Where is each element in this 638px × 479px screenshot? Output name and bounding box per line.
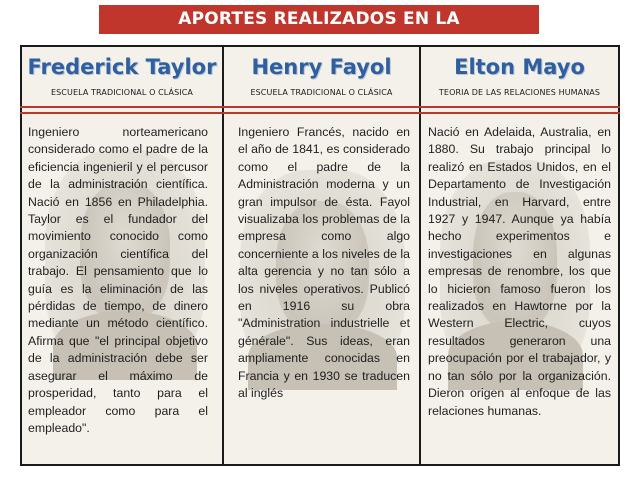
- person-name: Henry Fayol: [251, 55, 392, 79]
- taylor-description: Ingeniero norteamericano considerado como el padre de la eficiencia ingenieril y el percusor de la administración científica. Nació en 1856 en Philadelphia. Taylor es el fundador del movimiento conocido como organización científica del trabajo. El pensamiento que lo guía es la eliminación de las pérdidas de tiempo, de dinero mediante un método científico. Afirma que "el principal objetivo de la administración debe ser asegurar el máximo de prosperidad, tanto para el empleador como para el empleado".: [28, 125, 208, 435]
- person-name: Frederick Taylor: [27, 55, 217, 79]
- column-header-taylor: [22, 47, 222, 107]
- header-divider: [20, 112, 620, 114]
- school-label: ESCUELA TRADICIONAL O CLÁSICA: [250, 88, 393, 97]
- school-label: TEORIA DE LAS RELACIONES HUMANAS: [438, 88, 601, 97]
- fayol-description: Ingeniero Francés, nacido en el año de 1841, es considerado como el padre de la Administración moderna y un gran impulsor de ésta. Fayol visualizaba los problemas de la empresa como algo concerniente a los niveles de la alta gerencia y no tan sólo a los niveles operativos. Publicó en 1916 su obra "Administration industrielle et générale". Sus ideas, eran ampliamente conocidas en Francia y en 1930 se traducen al inglés: [238, 125, 410, 401]
- column-divider: [222, 45, 224, 466]
- person-name: Elton Mayo: [454, 55, 585, 79]
- column-header-fayol: [224, 47, 419, 107]
- mayo-description: Nació en Adelaida, Australia, en 1880. Su trabajo principal lo realizó en Estados Unidos, en el Departamento de Investigación Industrial, en Harvard, entre 1927 y 1947. Aunque ya había hecho experimentos e investigaciones en algunas empresas de renombre, los que lo hicieron famoso fueron los realizados en Hawtorne por la Western Electric, cuyos resultados generaron una preocupación por el trabajador, y no tan sólo por la organización. Dieron origen al enfoque de las relaciones humanas.: [428, 125, 611, 418]
- school-label: ESCUELA TRADICIONAL O CLÁSICA: [50, 88, 194, 97]
- page-title: APORTES REALIZADOS EN LA: [99, 5, 539, 34]
- column-divider: [419, 45, 421, 466]
- column-header-mayo: [421, 47, 618, 107]
